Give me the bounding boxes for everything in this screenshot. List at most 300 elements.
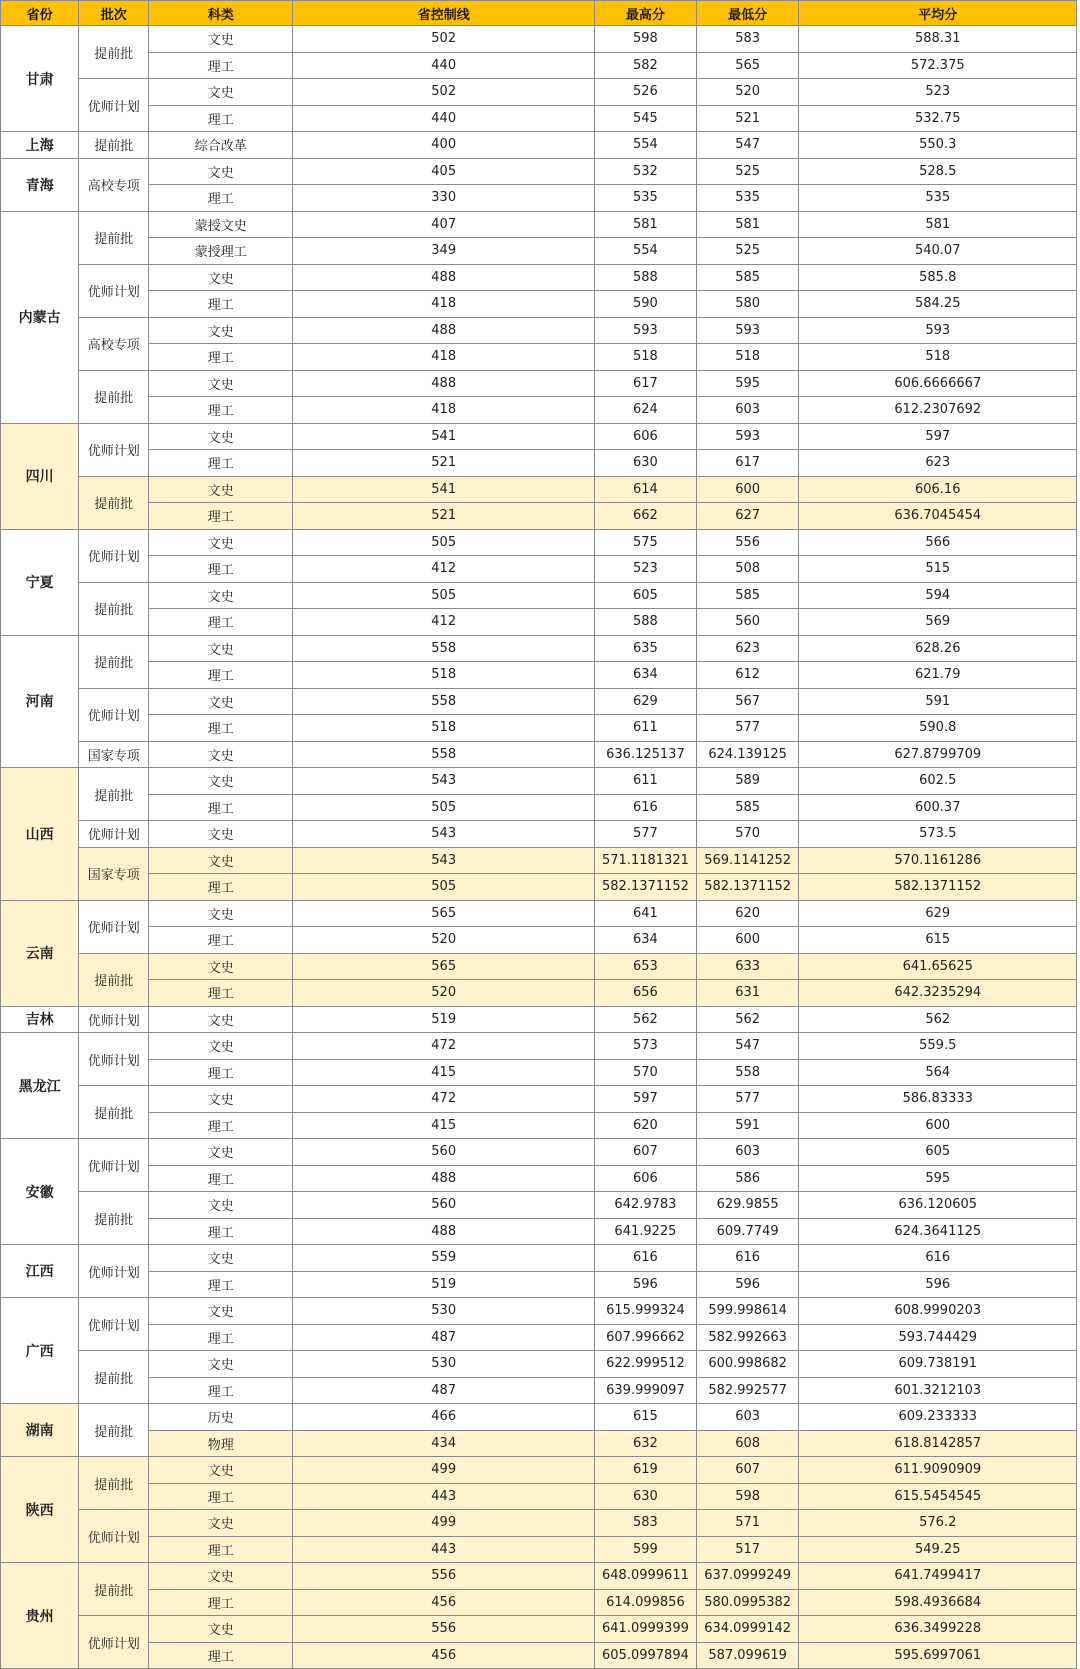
max-score-cell: 641.9225: [595, 1218, 697, 1245]
table-row: [1, 1589, 1077, 1616]
avg-score-cell: 566: [799, 529, 1077, 556]
table-row: [1, 397, 1077, 424]
max-score-cell: 597: [595, 1086, 697, 1113]
min-score-cell: 591: [696, 1112, 799, 1139]
subject-cell: 文史: [149, 1563, 293, 1590]
min-score-cell: 600: [696, 927, 799, 954]
control-line-cell: 418: [293, 344, 595, 371]
min-score-cell: 558: [696, 1059, 799, 1086]
min-score-cell: 624.139125: [696, 741, 799, 768]
max-score-cell: 632: [595, 1430, 697, 1457]
subject-cell: 理工: [149, 1112, 293, 1139]
avg-score-cell: 600.37: [799, 794, 1077, 821]
control-line-cell: 520: [293, 980, 595, 1007]
control-line-cell: 440: [293, 105, 595, 132]
subject-cell: 理工: [149, 927, 293, 954]
min-score-cell: 556: [696, 529, 799, 556]
subject-cell: 理工: [149, 344, 293, 371]
max-score-cell: 614: [595, 476, 697, 503]
min-score-cell: 634.0999142: [696, 1616, 799, 1643]
avg-score-cell: 641.65625: [799, 953, 1077, 980]
control-line-cell: 488: [293, 264, 595, 291]
table-row: [1, 52, 1077, 79]
table-row: [1, 768, 1077, 795]
subject-cell: 文史: [149, 264, 293, 291]
avg-score-cell: 549.25: [799, 1536, 1077, 1563]
max-score-cell: 615: [595, 1404, 697, 1431]
avg-score-cell: 559.5: [799, 1033, 1077, 1060]
avg-score-cell: 606.6666667: [799, 370, 1077, 397]
avg-score-cell: 636.3499228: [799, 1616, 1077, 1643]
table-row: [1, 1616, 1077, 1643]
batch-cell: 提前批: [79, 211, 149, 264]
min-score-cell: 535: [696, 185, 799, 212]
max-score-cell: 615.999324: [595, 1298, 697, 1325]
table-row: [1, 715, 1077, 742]
max-score-cell: 662: [595, 503, 697, 530]
table-row: [1, 1139, 1077, 1166]
max-score-cell: 523: [595, 556, 697, 583]
table-row: [1, 1404, 1077, 1431]
table-row: [1, 1563, 1077, 1590]
table-row: [1, 1165, 1077, 1192]
max-score-cell: 554: [595, 132, 697, 159]
avg-score-cell: 570.1161286: [799, 847, 1077, 874]
subject-cell: 文史: [149, 1510, 293, 1537]
control-line-cell: 541: [293, 423, 595, 450]
subject-cell: 文史: [149, 1192, 293, 1219]
min-score-cell: 600.998682: [696, 1351, 799, 1378]
avg-score-cell: 572.375: [799, 52, 1077, 79]
avg-score-cell: 586.83333: [799, 1086, 1077, 1113]
batch-cell: 提前批: [79, 1351, 149, 1404]
control-line-cell: 488: [293, 317, 595, 344]
batch-cell: 优师计划: [79, 264, 149, 317]
batch-cell: 提前批: [79, 953, 149, 1006]
max-score-cell: 606: [595, 1165, 697, 1192]
table-row: [1, 953, 1077, 980]
max-score-cell: 554: [595, 238, 697, 265]
avg-score-cell: 593.744429: [799, 1324, 1077, 1351]
min-score-cell: 612: [696, 662, 799, 689]
table-row: [1, 291, 1077, 318]
province-cell: 陕西: [1, 1457, 79, 1563]
table-row: [1, 503, 1077, 530]
min-score-cell: 571: [696, 1510, 799, 1537]
subject-cell: 理工: [149, 1059, 293, 1086]
avg-score-cell: 585.8: [799, 264, 1077, 291]
subject-cell: 文史: [149, 1245, 293, 1272]
control-line-cell: 558: [293, 741, 595, 768]
avg-score-cell: 628.26: [799, 635, 1077, 662]
min-score-cell: 593: [696, 317, 799, 344]
max-score-cell: 605.0997894: [595, 1642, 697, 1669]
table-row: [1, 1483, 1077, 1510]
control-line-cell: 456: [293, 1642, 595, 1669]
max-score-cell: 607: [595, 1139, 697, 1166]
max-score-cell: 641: [595, 900, 697, 927]
province-cell: 四川: [1, 423, 79, 529]
avg-score-cell: 569: [799, 609, 1077, 636]
table-row: [1, 609, 1077, 636]
min-score-cell: 565: [696, 52, 799, 79]
min-score-cell: 582.992663: [696, 1324, 799, 1351]
avg-score-cell: 596: [799, 1271, 1077, 1298]
table-row: [1, 370, 1077, 397]
min-score-cell: 608: [696, 1430, 799, 1457]
avg-score-cell: 540.07: [799, 238, 1077, 265]
avg-score-cell: 600: [799, 1112, 1077, 1139]
control-line-cell: 466: [293, 1404, 595, 1431]
header-subject: 科类: [149, 1, 293, 26]
table-row: [1, 688, 1077, 715]
avg-score-cell: 550.3: [799, 132, 1077, 159]
control-line-cell: 487: [293, 1324, 595, 1351]
subject-cell: 理工: [149, 874, 293, 901]
province-cell: 黑龙江: [1, 1033, 79, 1139]
avg-score-cell: 515: [799, 556, 1077, 583]
max-score-cell: 571.1181321: [595, 847, 697, 874]
min-score-cell: 518: [696, 344, 799, 371]
subject-cell: 理工: [149, 397, 293, 424]
min-score-cell: 603: [696, 397, 799, 424]
control-line-cell: 472: [293, 1086, 595, 1113]
avg-score-cell: 593: [799, 317, 1077, 344]
province-cell: 河南: [1, 635, 79, 768]
control-line-cell: 505: [293, 582, 595, 609]
avg-score-cell: 616: [799, 1245, 1077, 1272]
max-score-cell: 535: [595, 185, 697, 212]
province-cell: 安徽: [1, 1139, 79, 1245]
control-line-cell: 559: [293, 1245, 595, 1272]
min-score-cell: 637.0999249: [696, 1563, 799, 1590]
province-cell: 湖南: [1, 1404, 79, 1457]
min-score-cell: 547: [696, 132, 799, 159]
control-line-cell: 499: [293, 1510, 595, 1537]
batch-cell: 提前批: [79, 370, 149, 423]
max-score-cell: 518: [595, 344, 697, 371]
avg-score-cell: 623: [799, 450, 1077, 477]
max-score-cell: 532: [595, 158, 697, 185]
table-row: [1, 556, 1077, 583]
batch-cell: 优师计划: [79, 1510, 149, 1563]
subject-cell: 文史: [149, 582, 293, 609]
min-score-cell: 547: [696, 1033, 799, 1060]
control-line-cell: 560: [293, 1139, 595, 1166]
min-score-cell: 569.1141252: [696, 847, 799, 874]
avg-score-cell: 528.5: [799, 158, 1077, 185]
min-score-cell: 609.7749: [696, 1218, 799, 1245]
max-score-cell: 611: [595, 715, 697, 742]
table-row: [1, 79, 1077, 106]
province-cell: 江西: [1, 1245, 79, 1298]
avg-score-cell: 621.79: [799, 662, 1077, 689]
batch-cell: 优师计划: [79, 529, 149, 582]
subject-cell: 文史: [149, 900, 293, 927]
table-row: [1, 238, 1077, 265]
avg-score-cell: 615: [799, 927, 1077, 954]
batch-cell: 提前批: [79, 1192, 149, 1245]
subject-cell: 文史: [149, 1457, 293, 1484]
subject-cell: 理工: [149, 1377, 293, 1404]
batch-cell: 优师计划: [79, 423, 149, 476]
table-row: [1, 635, 1077, 662]
max-score-cell: 635: [595, 635, 697, 662]
batch-cell: 提前批: [79, 1563, 149, 1616]
control-line-cell: 541: [293, 476, 595, 503]
subject-cell: 理工: [149, 450, 293, 477]
control-line-cell: 519: [293, 1006, 595, 1033]
control-line-cell: 330: [293, 185, 595, 212]
subject-cell: 理工: [149, 1324, 293, 1351]
batch-cell: 提前批: [79, 582, 149, 635]
avg-score-cell: 535: [799, 185, 1077, 212]
province-cell: 吉林: [1, 1006, 79, 1033]
control-line-cell: 502: [293, 79, 595, 106]
min-score-cell: 577: [696, 715, 799, 742]
control-line-cell: 530: [293, 1351, 595, 1378]
batch-cell: 提前批: [79, 1457, 149, 1510]
max-score-cell: 630: [595, 1483, 697, 1510]
avg-score-cell: 611.9090909: [799, 1457, 1077, 1484]
max-score-cell: 634: [595, 927, 697, 954]
max-score-cell: 599: [595, 1536, 697, 1563]
min-score-cell: 582.992577: [696, 1377, 799, 1404]
subject-cell: 文史: [149, 1033, 293, 1060]
avg-score-cell: 602.5: [799, 768, 1077, 795]
table-row: [1, 1324, 1077, 1351]
min-score-cell: 587.099619: [696, 1642, 799, 1669]
batch-cell: 优师计划: [79, 79, 149, 132]
control-line-cell: 558: [293, 635, 595, 662]
max-score-cell: 642.9783: [595, 1192, 697, 1219]
max-score-cell: 656: [595, 980, 697, 1007]
min-score-cell: 567: [696, 688, 799, 715]
table-row: [1, 1006, 1077, 1033]
province-cell: 甘肃: [1, 26, 79, 132]
table-row: [1, 317, 1077, 344]
min-score-cell: 629.9855: [696, 1192, 799, 1219]
min-score-cell: 617: [696, 450, 799, 477]
max-score-cell: 653: [595, 953, 697, 980]
table-row: [1, 476, 1077, 503]
table-row: [1, 423, 1077, 450]
control-line-cell: 530: [293, 1298, 595, 1325]
batch-cell: 优师计划: [79, 1139, 149, 1192]
subject-cell: 文史: [149, 953, 293, 980]
subject-cell: 文史: [149, 821, 293, 848]
avg-score-cell: 573.5: [799, 821, 1077, 848]
batch-cell: 优师计划: [79, 1006, 149, 1033]
min-score-cell: 570: [696, 821, 799, 848]
max-score-cell: 630: [595, 450, 697, 477]
min-score-cell: 520: [696, 79, 799, 106]
subject-cell: 理工: [149, 105, 293, 132]
max-score-cell: 629: [595, 688, 697, 715]
min-score-cell: 598: [696, 1483, 799, 1510]
min-score-cell: 596: [696, 1271, 799, 1298]
control-line-cell: 488: [293, 1218, 595, 1245]
min-score-cell: 580.0995382: [696, 1589, 799, 1616]
max-score-cell: 648.0999611: [595, 1563, 697, 1590]
subject-cell: 理工: [149, 1483, 293, 1510]
avg-score-cell: 594: [799, 582, 1077, 609]
subject-cell: 理工: [149, 794, 293, 821]
max-score-cell: 616: [595, 1245, 697, 1272]
avg-score-cell: 636.7045454: [799, 503, 1077, 530]
subject-cell: 理工: [149, 185, 293, 212]
max-score-cell: 526: [595, 79, 697, 106]
subject-cell: 理工: [149, 1165, 293, 1192]
table-row: [1, 582, 1077, 609]
avg-score-cell: 615.5454545: [799, 1483, 1077, 1510]
avg-score-cell: 627.8799709: [799, 741, 1077, 768]
control-line-cell: 415: [293, 1059, 595, 1086]
subject-cell: 文史: [149, 1086, 293, 1113]
table-row: [1, 927, 1077, 954]
avg-score-cell: 612.2307692: [799, 397, 1077, 424]
table-row: [1, 1059, 1077, 1086]
control-line-cell: 443: [293, 1483, 595, 1510]
min-score-cell: 525: [696, 158, 799, 185]
control-line-cell: 456: [293, 1589, 595, 1616]
max-score-cell: 583: [595, 1510, 697, 1537]
min-score-cell: 589: [696, 768, 799, 795]
table-row: [1, 105, 1077, 132]
table-row: [1, 1298, 1077, 1325]
control-line-cell: 499: [293, 1457, 595, 1484]
avg-score-cell: 584.25: [799, 291, 1077, 318]
subject-cell: 理工: [149, 503, 293, 530]
max-score-cell: 617: [595, 370, 697, 397]
province-cell: 宁夏: [1, 529, 79, 635]
table-row: [1, 185, 1077, 212]
batch-cell: 提前批: [79, 768, 149, 821]
control-line-cell: 405: [293, 158, 595, 185]
min-score-cell: 633: [696, 953, 799, 980]
min-score-cell: 623: [696, 635, 799, 662]
max-score-cell: 581: [595, 211, 697, 238]
subject-cell: 物理: [149, 1430, 293, 1457]
avg-score-cell: 576.2: [799, 1510, 1077, 1537]
control-line-cell: 415: [293, 1112, 595, 1139]
control-line-cell: 443: [293, 1536, 595, 1563]
avg-score-cell: 591: [799, 688, 1077, 715]
min-score-cell: 585: [696, 794, 799, 821]
control-line-cell: 521: [293, 503, 595, 530]
max-score-cell: 596: [595, 1271, 697, 1298]
batch-cell: 提前批: [79, 132, 149, 159]
batch-cell: 提前批: [79, 476, 149, 529]
control-line-cell: 518: [293, 662, 595, 689]
max-score-cell: 582.1371152: [595, 874, 697, 901]
table-row: [1, 1457, 1077, 1484]
batch-cell: 优师计划: [79, 688, 149, 741]
min-score-cell: 508: [696, 556, 799, 583]
control-line-cell: 558: [293, 688, 595, 715]
control-line-cell: 434: [293, 1430, 595, 1457]
batch-cell: 优师计划: [79, 900, 149, 953]
table-row: [1, 980, 1077, 1007]
avg-score-cell: 595: [799, 1165, 1077, 1192]
province-cell: 云南: [1, 900, 79, 1006]
subject-cell: 理工: [149, 1218, 293, 1245]
avg-score-cell: 609.738191: [799, 1351, 1077, 1378]
subject-cell: 理工: [149, 715, 293, 742]
min-score-cell: 577: [696, 1086, 799, 1113]
subject-cell: 文史: [149, 1006, 293, 1033]
subject-cell: 文史: [149, 79, 293, 106]
min-score-cell: 616: [696, 1245, 799, 1272]
avg-score-cell: 608.9990203: [799, 1298, 1077, 1325]
province-cell: 内蒙古: [1, 211, 79, 423]
control-line-cell: 519: [293, 1271, 595, 1298]
batch-cell: 高校专项: [79, 317, 149, 370]
batch-cell: 优师计划: [79, 1298, 149, 1351]
header-max: 最高分: [595, 1, 697, 26]
min-score-cell: 600: [696, 476, 799, 503]
avg-score-cell: 595.6997061: [799, 1642, 1077, 1669]
avg-score-cell: 562: [799, 1006, 1077, 1033]
subject-cell: 理工: [149, 1642, 293, 1669]
subject-cell: 文史: [149, 529, 293, 556]
control-line-cell: 472: [293, 1033, 595, 1060]
table-row: [1, 662, 1077, 689]
min-score-cell: 585: [696, 582, 799, 609]
subject-cell: 理工: [149, 1271, 293, 1298]
control-line-cell: 556: [293, 1616, 595, 1643]
avg-score-cell: 564: [799, 1059, 1077, 1086]
subject-cell: 文史: [149, 317, 293, 344]
table-row: [1, 821, 1077, 848]
control-line-cell: 487: [293, 1377, 595, 1404]
batch-cell: 提前批: [79, 26, 149, 79]
max-score-cell: 607.996662: [595, 1324, 697, 1351]
batch-cell: 提前批: [79, 1086, 149, 1139]
avg-score-cell: 582.1371152: [799, 874, 1077, 901]
min-score-cell: 586: [696, 1165, 799, 1192]
batch-cell: 优师计划: [79, 821, 149, 848]
header-province: 省份: [1, 1, 79, 26]
max-score-cell: 606: [595, 423, 697, 450]
control-line-cell: 418: [293, 397, 595, 424]
max-score-cell: 624: [595, 397, 697, 424]
max-score-cell: 620: [595, 1112, 697, 1139]
max-score-cell: 588: [595, 609, 697, 636]
table-row: [1, 1351, 1077, 1378]
max-score-cell: 614.099856: [595, 1589, 697, 1616]
avg-score-cell: 518: [799, 344, 1077, 371]
min-score-cell: 517: [696, 1536, 799, 1563]
control-line-cell: 502: [293, 26, 595, 53]
min-score-cell: 521: [696, 105, 799, 132]
max-score-cell: 562: [595, 1006, 697, 1033]
subject-cell: 文史: [149, 1298, 293, 1325]
subject-cell: 理工: [149, 291, 293, 318]
control-line-cell: 565: [293, 953, 595, 980]
header-batch: 批次: [79, 1, 149, 26]
header-min: 最低分: [696, 1, 799, 26]
max-score-cell: 619: [595, 1457, 697, 1484]
subject-cell: 理工: [149, 52, 293, 79]
table-row: [1, 1112, 1077, 1139]
subject-cell: 文史: [149, 688, 293, 715]
max-score-cell: 545: [595, 105, 697, 132]
control-line-cell: 543: [293, 768, 595, 795]
batch-cell: 优师计划: [79, 1616, 149, 1669]
min-score-cell: 620: [696, 900, 799, 927]
min-score-cell: 627: [696, 503, 799, 530]
